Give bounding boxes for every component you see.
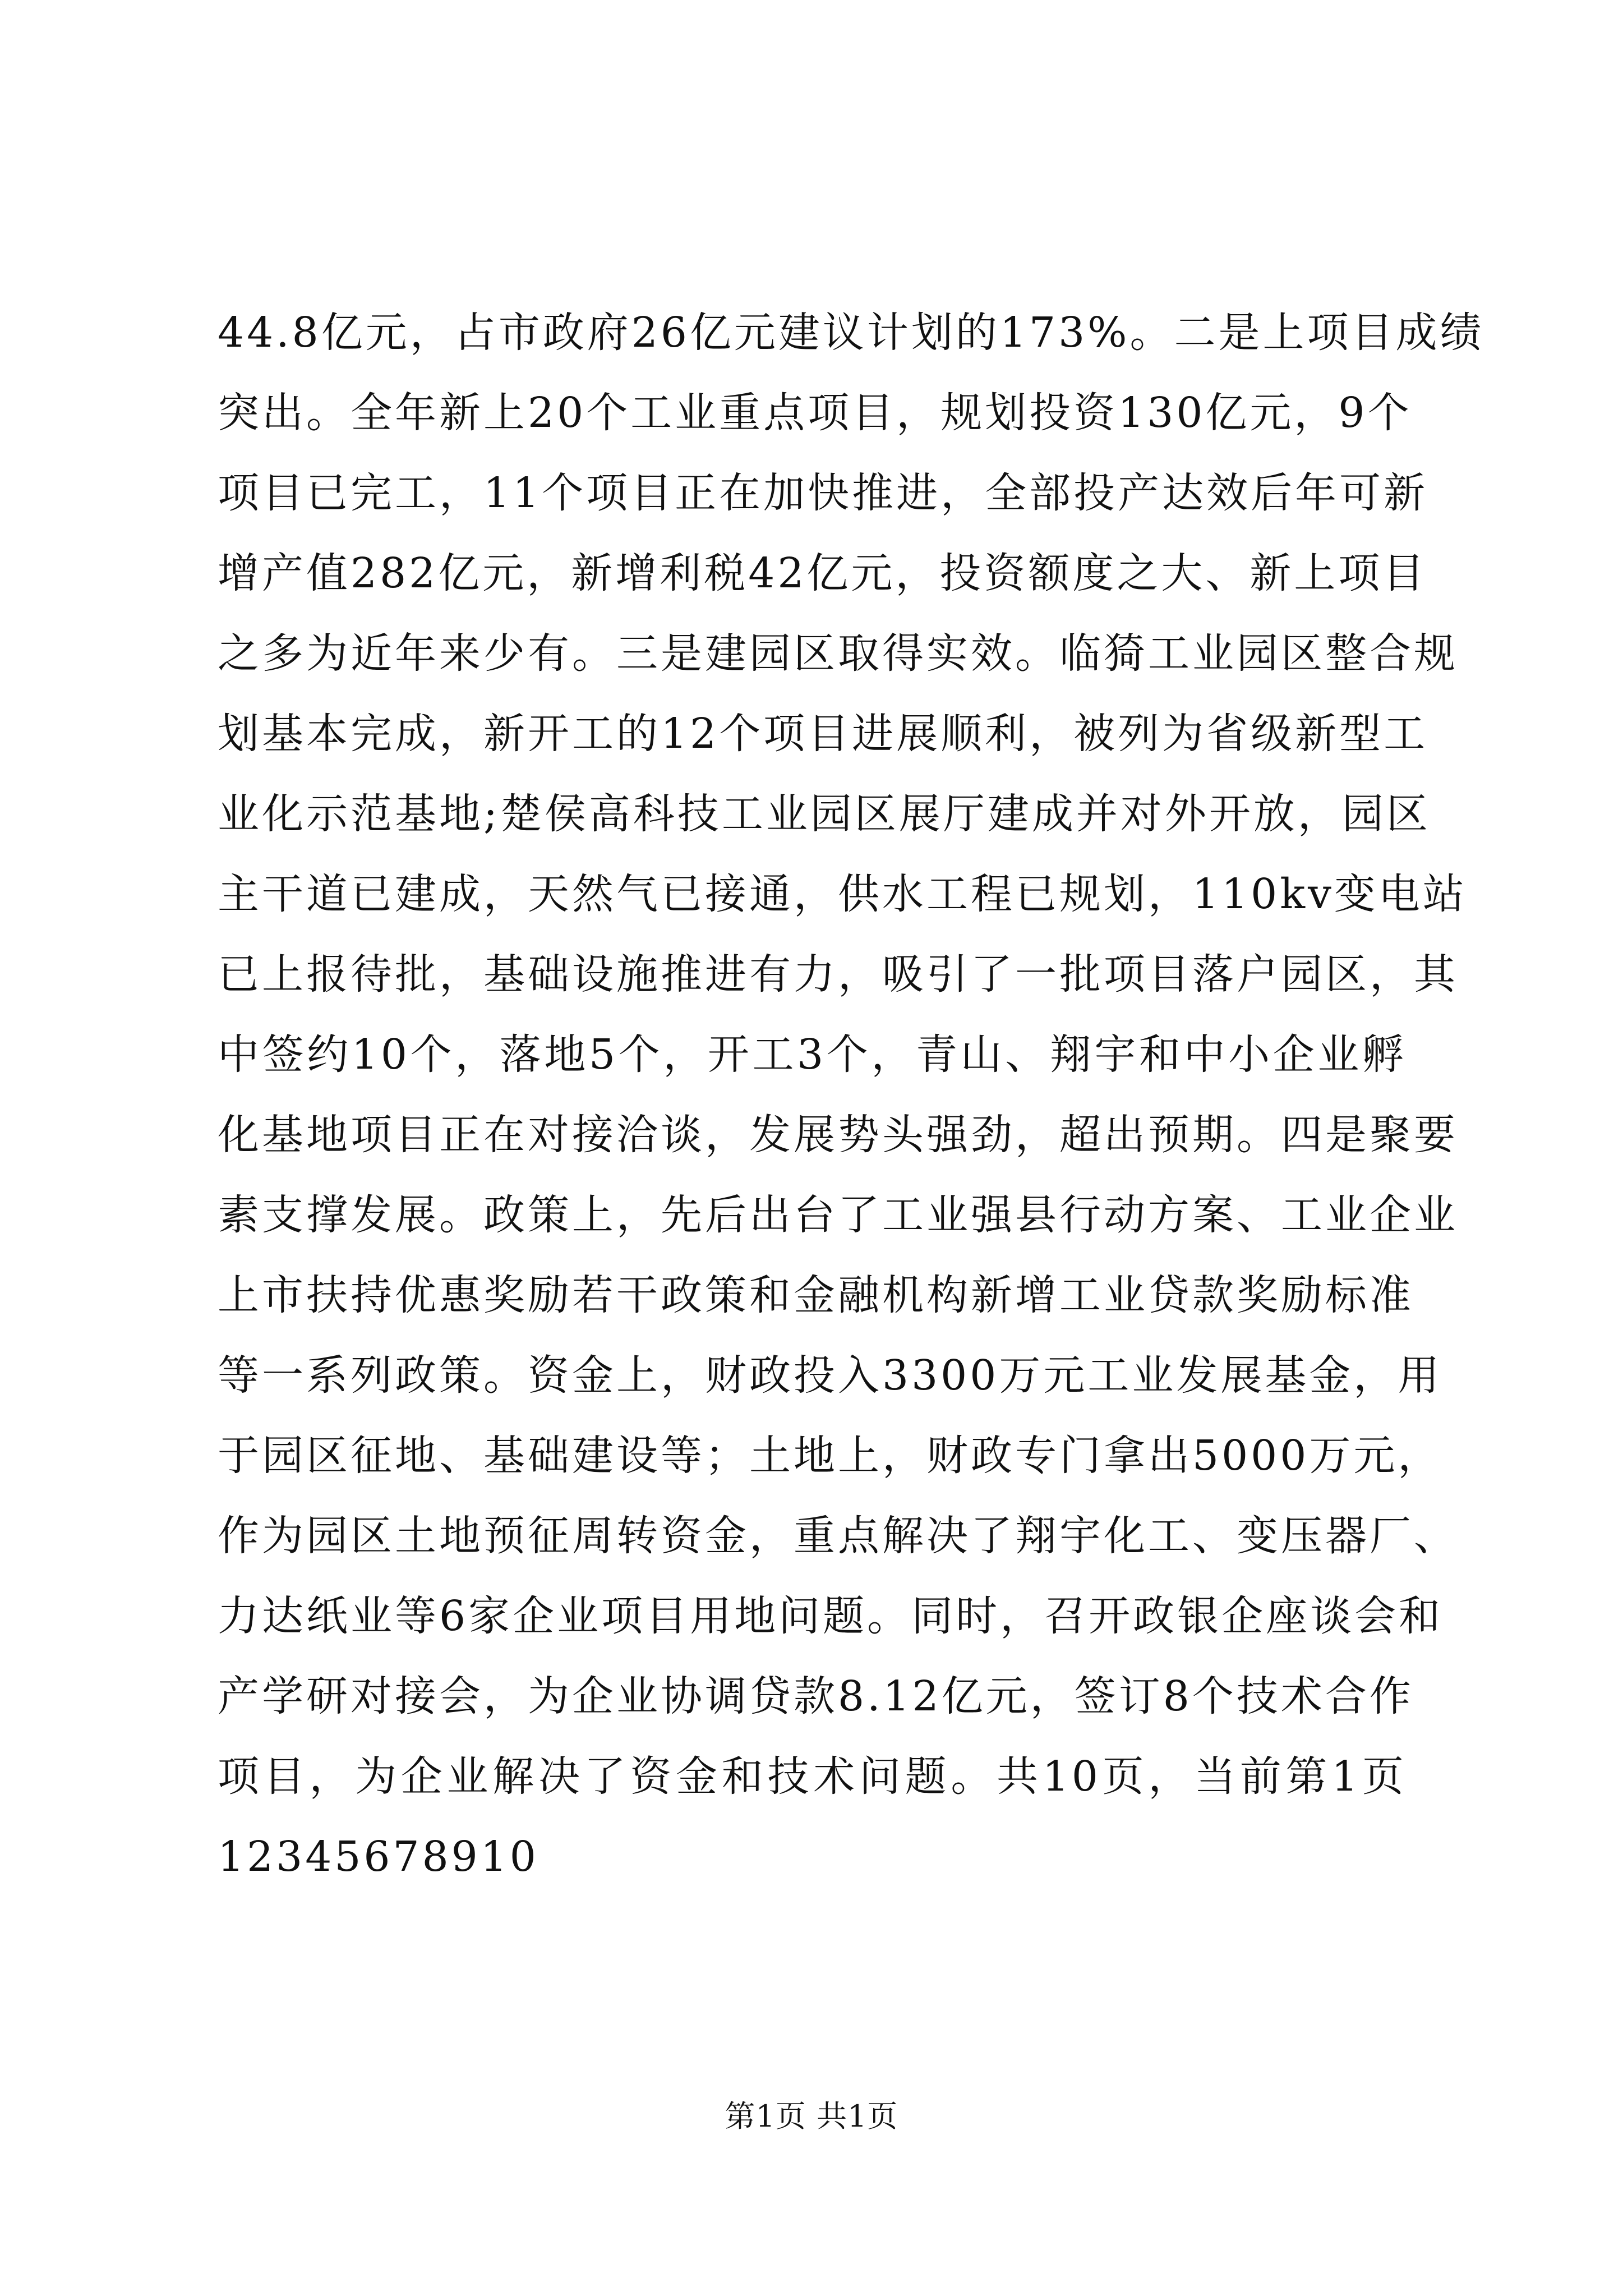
text-line: 化基地项目正在对接洽谈，发展势头强劲，超出预期。四是聚要 <box>218 1111 1458 1159</box>
text-line: 等一系列政策。资金上，财政投入3300万元工业发展基金，用 <box>218 1351 1442 1400</box>
text-line: 项目已完工，11个项目正在加快推进，全部投产达效后年可新 <box>218 469 1428 517</box>
text-line: 12345678910 <box>218 1833 539 1881</box>
text-line: 上市扶持优惠奖励若干政策和金融机构新增工业贷款奖励标准 <box>218 1271 1414 1319</box>
text-line: 中签约10个，落地5个，开工3个，青山、翔宇和中小企业孵 <box>218 1030 1407 1079</box>
text-line: 突出。全年新上20个工业重点项目，规划投资130亿元，9个 <box>218 389 1412 437</box>
page-number-label: 第1页 共1页 <box>725 2099 898 2134</box>
text-line: 项目，为企业解决了资金和技术问题。共10页，当前第1页 <box>218 1752 1407 1801</box>
text-line: 于园区征地、基础建设等；土地上，财政专门拿出5000万元， <box>218 1432 1442 1480</box>
body-text <box>218 293 1484 1897</box>
text-line: 业化示范基地;楚侯高科技工业园区展厅建成并对外开放，园区 <box>218 790 1431 838</box>
text-line: 产学研对接会，为企业协调贷款8.12亿元，签订8个技术合作 <box>218 1672 1414 1720</box>
text-line: 力达纸业等6家企业项目用地问题。同时，召开政银企座谈会和 <box>218 1592 1444 1640</box>
page-footer <box>0 2097 1623 2136</box>
text-line: 划基本完成，新开工的12个项目进展顺利，被列为省级新型工 <box>218 710 1428 758</box>
text-line: 作为园区土地预征周转资金，重点解决了翔宇化工、变压器厂、 <box>218 1512 1458 1560</box>
text-line: 增产值282亿元，新增利税42亿元，投资额度之大、新上项目 <box>218 549 1427 597</box>
text-line: 44.8亿元，占市政府26亿元建议计划的173%。二是上项目成绩 <box>218 309 1484 357</box>
text-line: 已上报待批，基础设施推进有力，吸引了一批项目落户园区，其 <box>218 950 1458 999</box>
text-line: 素支撑发展。政策上，先后出台了工业强县行动方案、工业企业 <box>218 1191 1458 1239</box>
text-line: 主干道已建成，天然气已接通，供水工程已规划，110kv变电站 <box>218 870 1467 918</box>
text-line: 之多为近年来少有。三是建园区取得实效。临猗工业园区整合规 <box>218 629 1458 678</box>
